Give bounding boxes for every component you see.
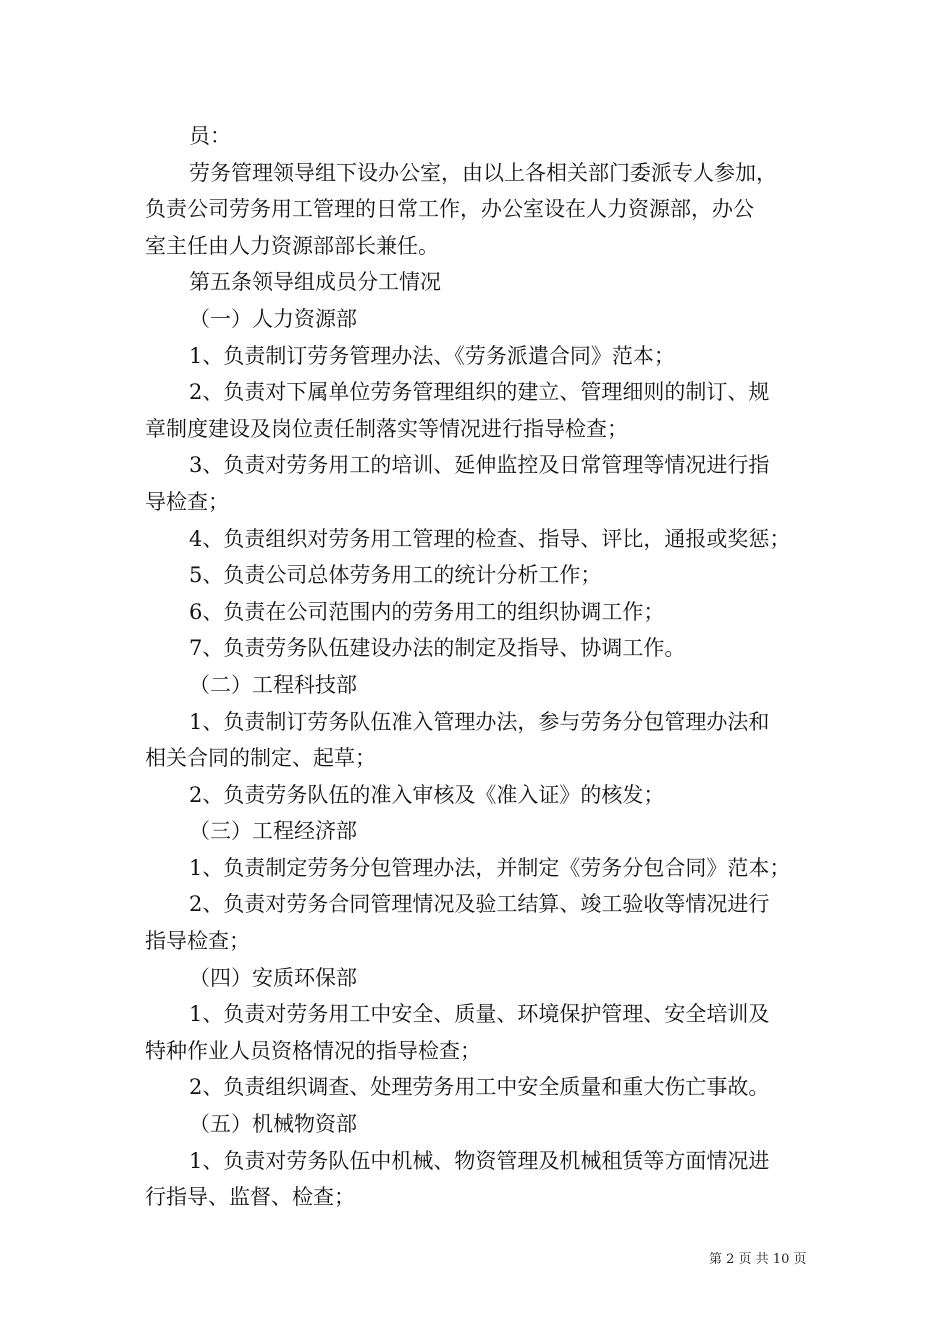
text-line: 1、负责制定劳务分包管理办法，并制定《劳务分包合同》范本； — [189, 855, 791, 880]
text-line: 负责公司劳务用工管理的日常工作，办公室设在人力资源部，办公 — [145, 197, 754, 222]
text-line: 1、负责制订劳务管理办法、《劳务派遣合同》范本； — [189, 343, 675, 368]
text-line: 指导检查； — [145, 929, 250, 954]
text-line: 行指导、监督、检查； — [145, 1185, 355, 1210]
text-line: 劳务管理领导组下设办公室，由以上各相关部门委派专人参加， — [189, 160, 777, 185]
text-line: 特种作业人员资格情况的指导检查； — [145, 1038, 481, 1063]
subsection-heading: （四）安质环保部 — [189, 965, 357, 990]
text-line: 7、负责劳务队伍建设办法的制定及指导、协调工作。 — [189, 636, 686, 661]
text-line: 4、负责组织对劳务用工管理的检查、指导、评比，通报或奖惩； — [189, 526, 791, 551]
text-line: 2、负责组织调查、处理劳务用工中安全质量和重大伤亡事故。 — [189, 1075, 770, 1100]
page-number-footer: 第 2 页 共 10 页 — [709, 1252, 807, 1267]
text-line: 相关合同的制定、起草； — [145, 746, 376, 771]
subsection-heading: （一）人力资源部 — [189, 306, 357, 331]
text-line: 员： — [189, 124, 231, 148]
subsection-heading: （五）机械物资部 — [189, 1112, 357, 1137]
text-line: 1、负责对劳务用工中安全、质量、环境保护管理、安全培训及 — [189, 1002, 770, 1027]
text-line: 6、负责在公司范围内的劳务用工的组织协调工作； — [189, 599, 665, 624]
text-line: 2、负责劳务队伍的准入审核及《准入证》的核发； — [189, 782, 665, 807]
text-line: 2、负责对下属单位劳务管理组织的建立、管理细则的制订、规 — [189, 380, 770, 405]
subsection-heading: （二）工程科技部 — [189, 672, 357, 697]
text-line: 章制度建设及岗位责任制落实等情况进行指导检查； — [145, 416, 628, 441]
text-line: 1、负责制订劳务队伍准入管理办法，参与劳务分包管理办法和 — [189, 709, 770, 734]
text-line: 室主任由人力资源部部长兼任。 — [145, 233, 439, 258]
text-line: 导检查； — [145, 489, 229, 514]
subsection-heading: （三）工程经济部 — [189, 819, 357, 844]
text-line: 1、负责对劳务队伍中机械、物资管理及机械租赁等方面情况进 — [189, 1148, 770, 1173]
text-line: 5、负责公司总体劳务用工的统计分析工作； — [189, 563, 602, 588]
body-text — [145, 118, 813, 1216]
section-heading: 第五条领导组成员分工情况 — [189, 270, 441, 295]
text-line: 3、负责对劳务用工的培训、延伸监控及日常管理等情况进行指 — [189, 453, 770, 478]
text-line: 2、负责对劳务合同管理情况及验工结算、竣工验收等情况进行 — [189, 892, 770, 917]
